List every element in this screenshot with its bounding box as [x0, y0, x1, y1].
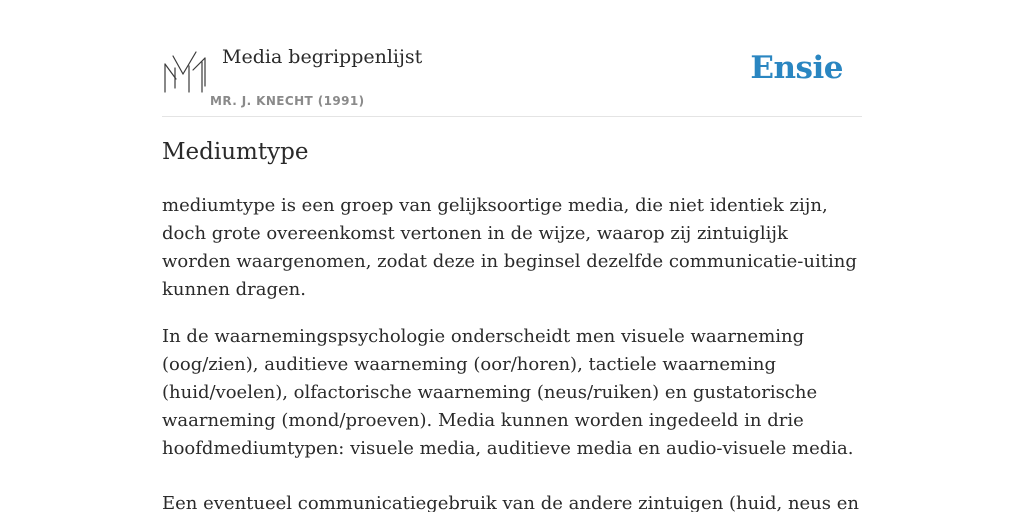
- brand-logo[interactable]: Ensie: [750, 50, 843, 86]
- body-paragraph: In de waarnemingspsychologie onderscheidt men visuele waarneming (oog/zien), auditieve waarneming (oor/horen), tactiele waarneming (huid/voelen), olfactorische waarneming (neus/ruiken) en gustatorische waarneming (mond/proeven). Media kunnen worden ingedeeld in drie hoofdmediumtypen: visuele media, auditieve media en audio-visuele media.: [162, 326, 854, 459]
- book-logo-icon[interactable]: [162, 46, 208, 96]
- entry-body: [162, 192, 862, 512]
- book-title[interactable]: Media begrippenlijst: [222, 46, 423, 68]
- header: [162, 0, 862, 117]
- body-paragraph: Een eventueel communicatiegebruik van de andere zintuigen (huid, neus en: [162, 493, 859, 512]
- entry-page: [162, 0, 862, 512]
- author-label: MR. J. KNECHT (1991): [210, 94, 365, 108]
- definition-paragraph: mediumtype is een groep van gelijksoortige media, die niet identiek zijn, doch grote overeenkomst vertonen in de wijze, waarop zij zintuiglijk worden waargenomen, zodat deze in beginsel dezelfde communicatie-uiting kunnen dragen.: [162, 195, 857, 300]
- entry-title: Mediumtype: [162, 139, 309, 165]
